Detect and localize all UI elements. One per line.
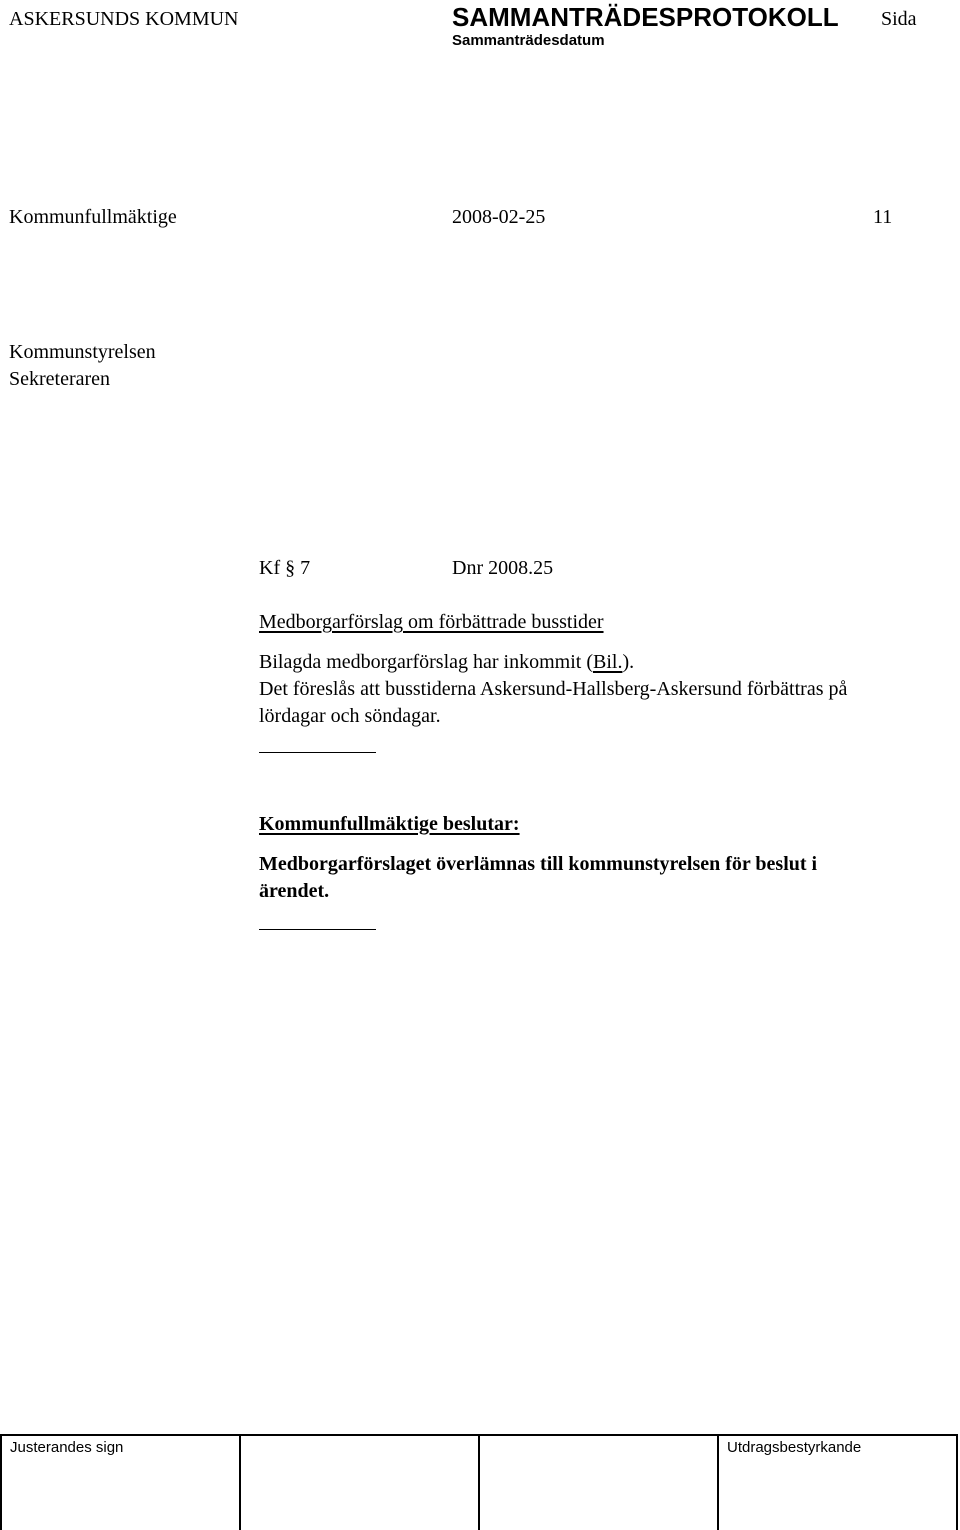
sign-label: Justerandes sign	[10, 1439, 124, 1456]
distribution-recipient: Sekreteraren	[9, 368, 111, 390]
signature-cell[interactable]	[480, 1436, 719, 1530]
attachment-link[interactable]: Bil.	[593, 651, 623, 673]
signature-cell[interactable]	[241, 1436, 480, 1530]
meeting-date-label: Sammanträdesdatum	[452, 32, 605, 49]
meeting-body: Kommunfullmäktige	[9, 206, 177, 228]
meeting-date: 2008-02-25	[452, 206, 546, 228]
signature-table	[0, 1434, 958, 1530]
item-body-line: lördagar och söndagar.	[259, 705, 441, 727]
certification-cell[interactable]	[719, 1436, 956, 1530]
diary-number: Dnr 2008.25	[452, 557, 554, 579]
divider	[259, 752, 376, 753]
item-title: Medborgarförslag om förbättrade busstider	[259, 611, 604, 633]
section-number: Kf § 7	[259, 557, 311, 579]
certification-label: Utdragsbestyrkande	[727, 1439, 862, 1456]
item-body-line: Det föreslås att busstiderna Askersund-Hallsberg-Askersund förbättras på	[259, 678, 848, 700]
municipality-name: ASKERSUNDS KOMMUN	[9, 8, 239, 30]
item-body-line	[259, 650, 634, 674]
distribution-recipient: Kommunstyrelsen	[9, 341, 156, 363]
signature-cell[interactable]	[2, 1436, 241, 1530]
page-label: Sida	[881, 8, 917, 30]
decision-text: ärendet.	[259, 880, 330, 902]
document-type: SAMMANTRÄDESPROTOKOLL	[452, 2, 839, 32]
divider	[259, 929, 376, 930]
decision-heading: Kommunfullmäktige beslutar:	[259, 813, 520, 835]
item-body-text: Bilagda medborgarförslag har inkommit (	[259, 651, 593, 673]
page-number: 11	[873, 206, 893, 228]
item-body-text: ).	[622, 651, 635, 673]
decision-text: Medborgarförslaget överlämnas till kommunstyrelsen för beslut i	[259, 853, 818, 875]
